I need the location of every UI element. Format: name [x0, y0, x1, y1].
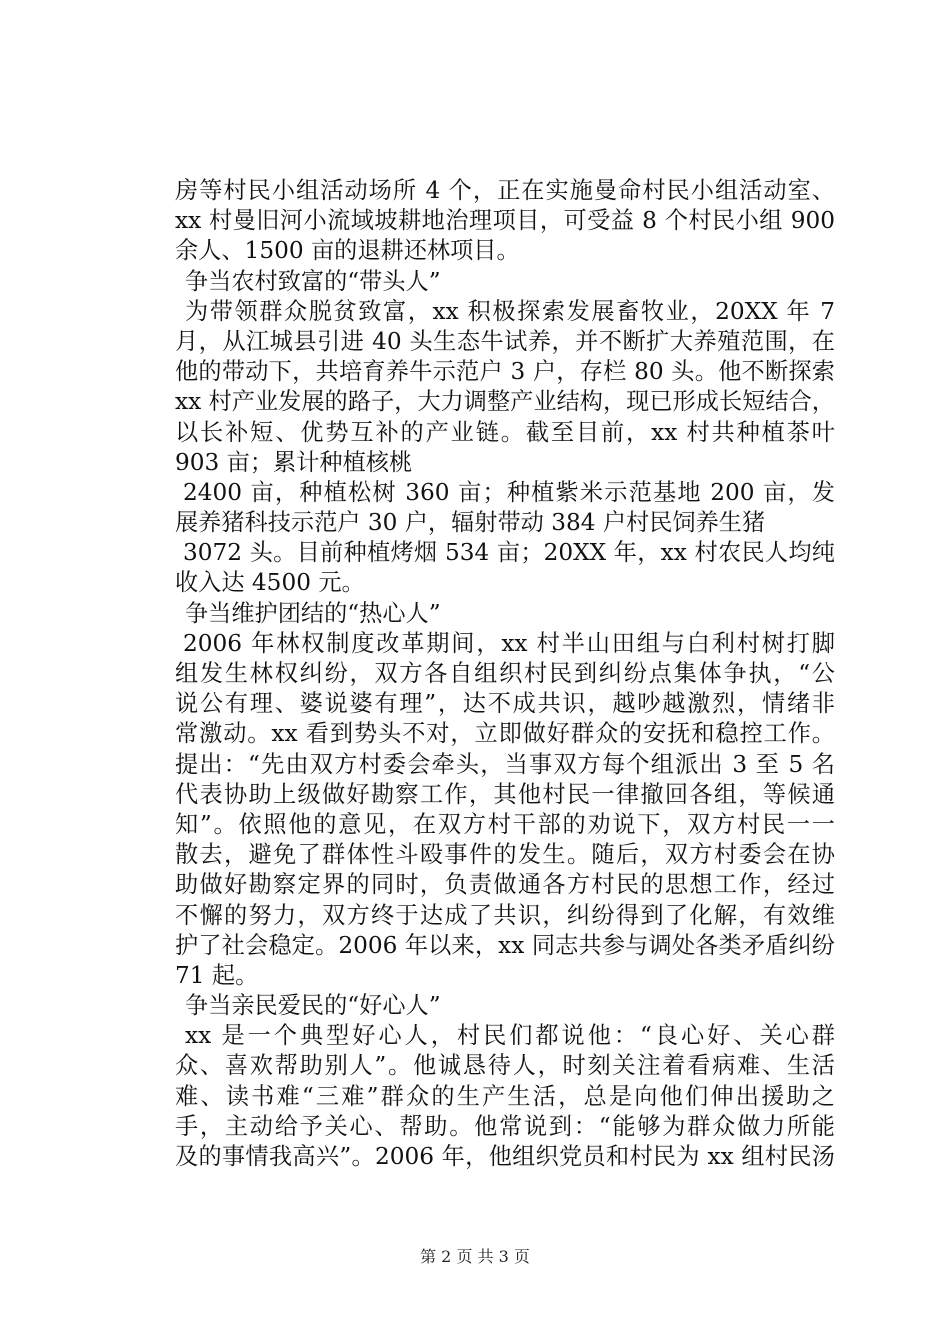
text-line: 常激动。xx 看到势头不对，立即做好群众的安抚和稳控工作。	[175, 720, 835, 748]
text-line: 月，从江城县引进 40 头生态牛试养，并不断扩大养殖范围，在	[175, 327, 835, 355]
text-line: 收入达 4500 元。	[175, 569, 365, 597]
text-line: 及的事情我高兴”。2006 年，他组织党员和村民为 xx 组村民汤	[175, 1143, 835, 1170]
text-line: 以长补短、优势互补的产业链。截至目前，xx 村共种植茶叶	[175, 418, 835, 446]
text-line: 他的带动下，共培育养牛示范户 3 户，存栏 80 头。他不断探索	[175, 358, 835, 386]
section-heading: 争当亲民爱民的“好心人”	[185, 992, 441, 1020]
text-line: 难、读书难“三难”群众的生产生活，总是向他们伸出援助之	[175, 1082, 835, 1110]
text-line: xx 村产业发展的路子，大力调整产业结构，现已形成长短结合，	[175, 388, 835, 416]
text-line: 组发生林权纠纷，双方各自组织村民到纠纷点集体争执，“公	[175, 660, 835, 687]
text-line: 众、喜欢帮助别人”。他诚恳待人，时刻关注着看病难、生活	[175, 1052, 835, 1080]
text-line: 903 亩；累计种植核桃	[175, 448, 413, 476]
text-line: 为带领群众脱贫致富，xx 积极探索发展畜牧业，20XX 年 7	[185, 297, 835, 325]
text-line: 护了社会稳定。2006 年以来，xx 同志共参与调处各类矛盾纠纷	[175, 931, 835, 959]
text-line: 提出：“先由双方村委会牵头，当事双方每个组派出 3 至 5 名	[175, 750, 835, 778]
section-heading: 争当维护团结的“热心人”	[185, 599, 441, 627]
text-line: 说公有理、婆说婆有理”，达不成共识，越吵越激烈，情绪非	[175, 690, 835, 718]
section-heading: 争当农村致富的“带头人”	[185, 267, 441, 295]
page-number-label: 第 2 页 共 3 页	[420, 1247, 530, 1266]
page-footer	[0, 1247, 950, 1267]
text-line: xx 是一个典型好心人，村民们都说他：“良心好、关心群	[185, 1022, 835, 1050]
document-body	[175, 176, 835, 1172]
text-line: 展养猪科技示范户 30 户，辐射带动 384 户村民饲养生猪	[175, 509, 766, 537]
text-line: 代表协助上级做好勘察工作，其他村民一律撤回各组，等候通	[175, 780, 835, 808]
text-line: 余人、1500 亩的退耕还林项目。	[175, 237, 520, 265]
text-line: 3072 头。目前种植烤烟 534 亩；20XX 年，xx 村农民人均纯	[183, 539, 835, 567]
text-line: 手，主动给予关心、帮助。他常说到：“能够为群众做力所能	[175, 1112, 835, 1140]
text-line: 71 起。	[175, 961, 259, 989]
text-line: 2400 亩，种植松树 360 亩；种植紫米示范基地 200 亩，发	[183, 478, 835, 506]
text-line: 散去，避免了群体性斗殴事件的发生。随后，双方村委会在协	[175, 841, 835, 869]
text-line: 知”。依照他的意见，在双方村干部的劝说下，双方村民一一	[175, 810, 835, 838]
text-line: 房等村民小组活动场所 4 个，正在实施曼命村民小组活动室、	[175, 177, 835, 204]
text-line: xx 村曼旧河小流域坡耕地治理项目，可受益 8 个村民小组 900	[175, 207, 835, 235]
text-line: 2006 年林权制度改革期间，xx 村半山田组与白利村树打脚	[183, 629, 835, 657]
text-line: 助做好勘察定界的同时，负责做通各方村民的思想工作，经过	[175, 871, 835, 899]
text-line: 不懈的努力，双方终于达成了共识，纠纷得到了化解，有效维	[175, 901, 835, 929]
